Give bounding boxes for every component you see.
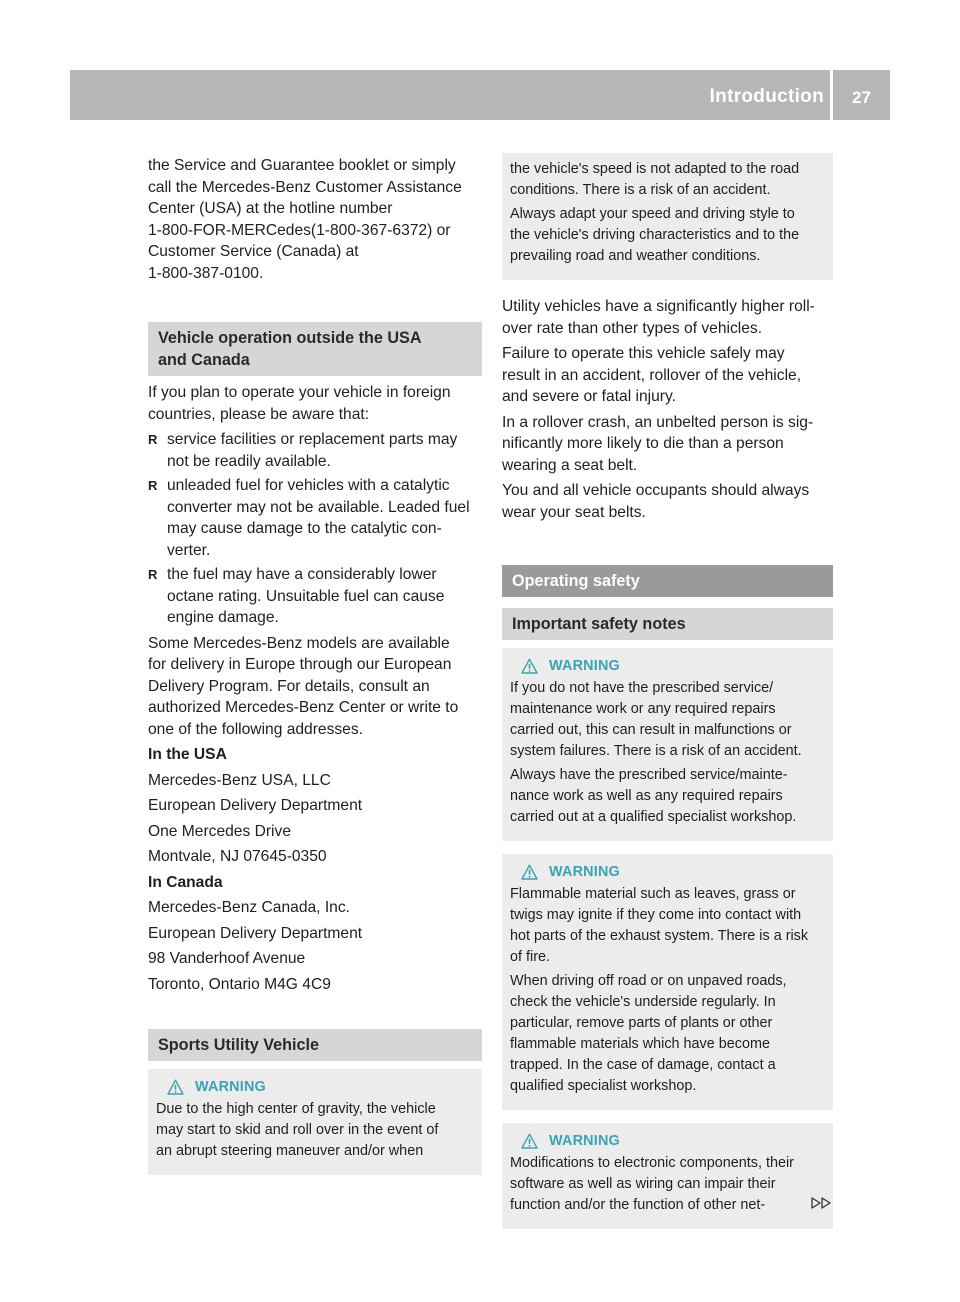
text-line: may start to skid and roll over in the event of — [156, 1122, 439, 1138]
text-line: authorized Mercedes-Benz Center or write to — [148, 699, 459, 716]
warning-box-electronics — [502, 1123, 833, 1229]
bullet-r-icon: R — [148, 478, 158, 493]
text-line: Failure to operate this vehicle safely may — [502, 345, 785, 362]
delivery-paragraph — [148, 633, 482, 741]
text-line: result in an accident, rollover of the vehicle, — [502, 366, 802, 384]
warning-title — [510, 864, 825, 880]
usa-address-line: Montvale, NJ 07645-0350 — [148, 848, 327, 865]
text-line: Some Mercedes-Benz models are available — [148, 634, 450, 652]
text-line: Modifications to electronic components, their — [510, 1155, 794, 1171]
text-line: qualified specialist workshop. — [510, 1078, 697, 1094]
warning-label: WARNING — [195, 1079, 266, 1095]
right-column — [502, 153, 833, 1229]
double-arrow-right-icon — [810, 1196, 834, 1210]
text-line: octane rating. Unsuitable fuel can cause — [167, 587, 445, 605]
text-line: software as well as wiring can impair their — [510, 1176, 776, 1192]
page-header-title: Introduction — [709, 86, 824, 107]
warning-title — [510, 1133, 825, 1149]
text-line: hot parts of the exhaust system. There is a risk — [510, 928, 809, 944]
text-line: Due to the high center of gravity, the vehicle — [156, 1101, 436, 1117]
text-line: not be readily available. — [167, 452, 331, 470]
section-heading-outside-usa — [148, 322, 482, 376]
text-line: In a rollover crash, an unbelted person is sig- — [502, 413, 814, 431]
suv-warning-box — [148, 1069, 482, 1175]
usa-heading: In the USA — [148, 746, 227, 763]
page-number: 27 — [852, 88, 871, 107]
text-line: nance work as well as any required repairs — [510, 788, 783, 804]
warning-triangle-icon — [167, 1079, 184, 1095]
text-line: particular, remove parts of plants or other — [510, 1015, 773, 1031]
text-line: the vehicle's speed is not adapted to the road — [510, 161, 800, 177]
heading-line: Vehicle operation outside the USA — [158, 329, 422, 347]
usa-address-line: One Mercedes Drive — [148, 822, 291, 840]
list-item — [148, 475, 482, 561]
warning-text — [510, 1153, 825, 1216]
list-item — [148, 564, 482, 629]
text-line: and severe or fatal injury. — [502, 388, 676, 405]
usa-address-line: Mercedes-Benz USA, LLC — [148, 771, 331, 789]
warning-label: WARNING — [549, 658, 620, 674]
text-line: trapped. In the case of damage, contact a — [510, 1057, 776, 1073]
text-line: Always have the prescribed service/mainte- — [510, 767, 788, 783]
text-line: flammable materials which have become — [510, 1036, 770, 1052]
text-line: an abrupt steering maneuver and/or when — [156, 1143, 424, 1159]
warning-box-fire — [502, 854, 833, 1110]
rollover-paragraph — [502, 343, 833, 408]
canada-address-line: European Delivery Department — [148, 924, 363, 942]
text-line: twigs may ignite if they come into contact with — [510, 907, 802, 923]
text-line: Utility vehicles have a significantly higher roll- — [502, 298, 815, 315]
text-line: converter may not be available. Leaded fuel — [167, 498, 470, 516]
section-heading-operating-safety: Operating safety — [502, 565, 833, 597]
list-item — [148, 429, 482, 472]
intro-paragraph — [148, 155, 482, 284]
text-line: unleaded fuel for vehicles with a catalytic — [167, 477, 450, 494]
text-line: for delivery in Europe through our European — [148, 656, 452, 673]
heading-line: and Canada — [158, 351, 250, 369]
warning-title — [510, 658, 825, 674]
text-line: system failures. There is a risk of an accident. — [510, 743, 802, 759]
warning-triangle-icon — [521, 864, 538, 880]
text-line: carried out at a qualified specialist workshop. — [510, 809, 797, 825]
outside-intro — [148, 382, 482, 425]
rollover-paragraph — [502, 296, 833, 339]
rollover-paragraph — [502, 412, 833, 477]
canada-heading: In Canada — [148, 873, 223, 891]
text-line: of fire. — [510, 949, 550, 965]
warning-text — [510, 159, 825, 201]
canada-address-line: Mercedes-Benz Canada, Inc. — [148, 899, 350, 916]
text-line: nificantly more likely to die than a person — [502, 435, 784, 452]
warning-text — [510, 884, 825, 968]
text-line: 1-800-FOR-MERCedes(1-800-367-6372) or — [148, 221, 451, 239]
bullet-r-icon: R — [148, 432, 158, 447]
warning-text — [510, 678, 825, 762]
text-line: one of the following addresses. — [148, 720, 363, 738]
text-line: When driving off road or on unpaved roads, — [510, 973, 787, 989]
left-column — [148, 155, 482, 1175]
warning-label: WARNING — [549, 864, 620, 880]
warning-triangle-icon — [521, 1133, 538, 1149]
usa-address-line: European Delivery Department — [148, 797, 363, 814]
text-line: wearing a seat belt. — [502, 456, 638, 474]
bullet-r-icon: R — [148, 567, 158, 582]
text-line: the vehicle's driving characteristics and to the — [510, 227, 800, 243]
text-line: You and all vehicle occupants should always — [502, 482, 810, 499]
canada-address-line: Toronto, Ontario M4G 4C9 — [148, 975, 331, 993]
foreign-warnings-list — [148, 429, 482, 629]
warning-triangle-icon — [521, 658, 538, 674]
canada-address-line: 98 Vanderhoof Avenue — [148, 950, 306, 967]
text-line: over rate than other types of vehicles. — [502, 319, 763, 337]
section-heading-important-notes: Important safety notes — [502, 608, 833, 640]
text-line: Always adapt your speed and driving style to — [510, 206, 795, 222]
warning-title — [156, 1079, 474, 1095]
text-line: service facilities or replacement parts may — [167, 431, 458, 448]
warning-box-maintenance — [502, 648, 833, 841]
text-line: the fuel may have a considerably lower — [167, 566, 437, 583]
text-line: Delivery Program. For details, consult an — [148, 677, 430, 695]
text-line: 1-800-387-0100. — [148, 264, 264, 282]
text-line: If you do not have the prescribed service/ — [510, 680, 774, 696]
text-line: prevailing road and weather conditions. — [510, 248, 761, 264]
text-line: engine damage. — [167, 609, 279, 626]
text-line: may cause damage to the catalytic con- — [167, 520, 442, 537]
warning-label: WARNING — [549, 1133, 620, 1149]
text-line: maintenance work or any required repairs — [510, 701, 776, 717]
text-line: Center (USA) at the hotline number — [148, 200, 393, 217]
text-line: check the vehicle's underside regularly. In — [510, 994, 776, 1010]
text-line: Flammable material such as leaves, grass or — [510, 886, 796, 902]
warning-text — [510, 971, 825, 1097]
text-line: call the Mercedes-Benz Customer Assistance — [148, 178, 462, 196]
warning-text — [510, 204, 825, 267]
text-line: conditions. There is a risk of an accident. — [510, 182, 771, 198]
text-line: If you plan to operate your vehicle in foreign — [148, 384, 451, 401]
text-line: the Service and Guarantee booklet or simply — [148, 157, 456, 174]
text-line: wear your seat belts. — [502, 503, 646, 521]
text-line: Customer Service (Canada) at — [148, 243, 359, 260]
rollover-paragraph — [502, 480, 833, 523]
text-line: verter. — [167, 541, 211, 559]
section-heading-suv: Sports Utility Vehicle — [148, 1029, 482, 1061]
text-line: function and/or the function of other net- — [510, 1197, 766, 1213]
warning-text — [156, 1099, 474, 1162]
suv-warning-continued-box — [502, 153, 833, 280]
text-line: countries, please be aware that: — [148, 405, 370, 423]
text-line: carried out, this can result in malfunctions or — [510, 722, 792, 738]
warning-text — [510, 765, 825, 828]
